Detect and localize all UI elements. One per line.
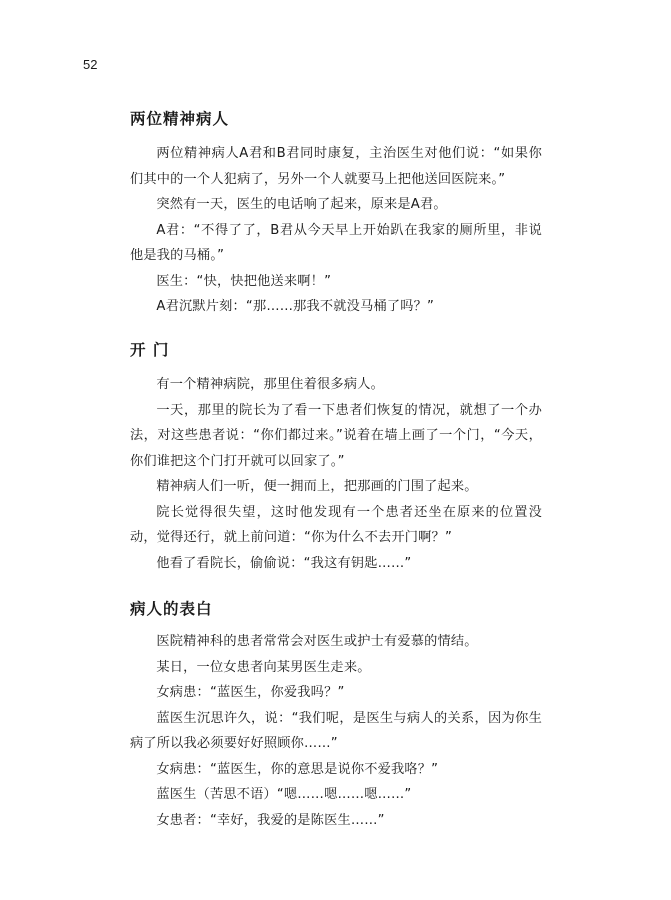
section-title: 开 门 xyxy=(130,341,170,359)
paragraph: 某日，一位女患者向某男医生走来。 xyxy=(156,659,371,675)
section-title: 两位精神病人 xyxy=(130,110,230,128)
section-open-door xyxy=(130,338,542,576)
paragraph: 他看了看院长，偷偷说：“我这有钥匙……” xyxy=(156,555,412,571)
paragraph: 两位精神病人A君和B君同时康复，主治医生对他们说：“如果你们其中的一个人犯病了，另外一个人就要马上把他送回医院来。” xyxy=(130,146,542,187)
paragraph: 女病患：“蓝医生，你的意思是说你不爱我咯？” xyxy=(156,761,439,777)
paragraph: 蓝医生（苦思不语）“嗯……嗯……嗯……” xyxy=(156,787,412,802)
paragraph: 女患者：“幸好，我爱的是陈医生……” xyxy=(156,812,385,828)
page-number: 52 xyxy=(83,57,98,72)
paragraph: A君：“不得了了，B君从今天早上开始趴在我家的厕所里，非说他是我的马桶。” xyxy=(130,222,542,263)
paragraph: 有一个精神病院，那里住着很多病人。 xyxy=(156,377,384,392)
paragraph: 院长觉得很失望，这时他发现有一个患者还坐在原来的位置没动，觉得还行，就上前问道：“你为什么不去开门啊？” xyxy=(130,504,542,545)
paragraph: 蓝医生沉思许久，说：“我们呢，是医生与病人的关系，因为你生病了所以我必须要好好照顾你……” xyxy=(130,710,542,751)
section-patient-confession xyxy=(130,597,542,833)
section-title: 病人的表白 xyxy=(130,600,213,618)
paragraph: 一天，那里的院长为了看一下患者们恢复的情况，就想了一个办法，对这些患者说：“你们都过来。”说着在墙上画了一个门，“今天，你们谁把这个门打开就可以回家了。” xyxy=(130,402,542,469)
paragraph: 女病患：“蓝医生，你爱我吗？” xyxy=(156,685,345,700)
paragraph: A君沉默片刻：“那……那我不就没马桶了吗？” xyxy=(156,299,435,314)
paragraph: 医生：“快，快把他送来啊！” xyxy=(156,273,332,289)
paragraph: 医院精神科的患者常常会对医生或护士有爱慕的情结。 xyxy=(156,634,478,649)
paragraph: 精神病人们一听，便一拥而上，把那画的门围了起来。 xyxy=(156,479,478,494)
paragraph: 突然有一天，医生的电话响了起来，原来是A君。 xyxy=(156,197,447,212)
section-two-patients xyxy=(130,107,542,320)
